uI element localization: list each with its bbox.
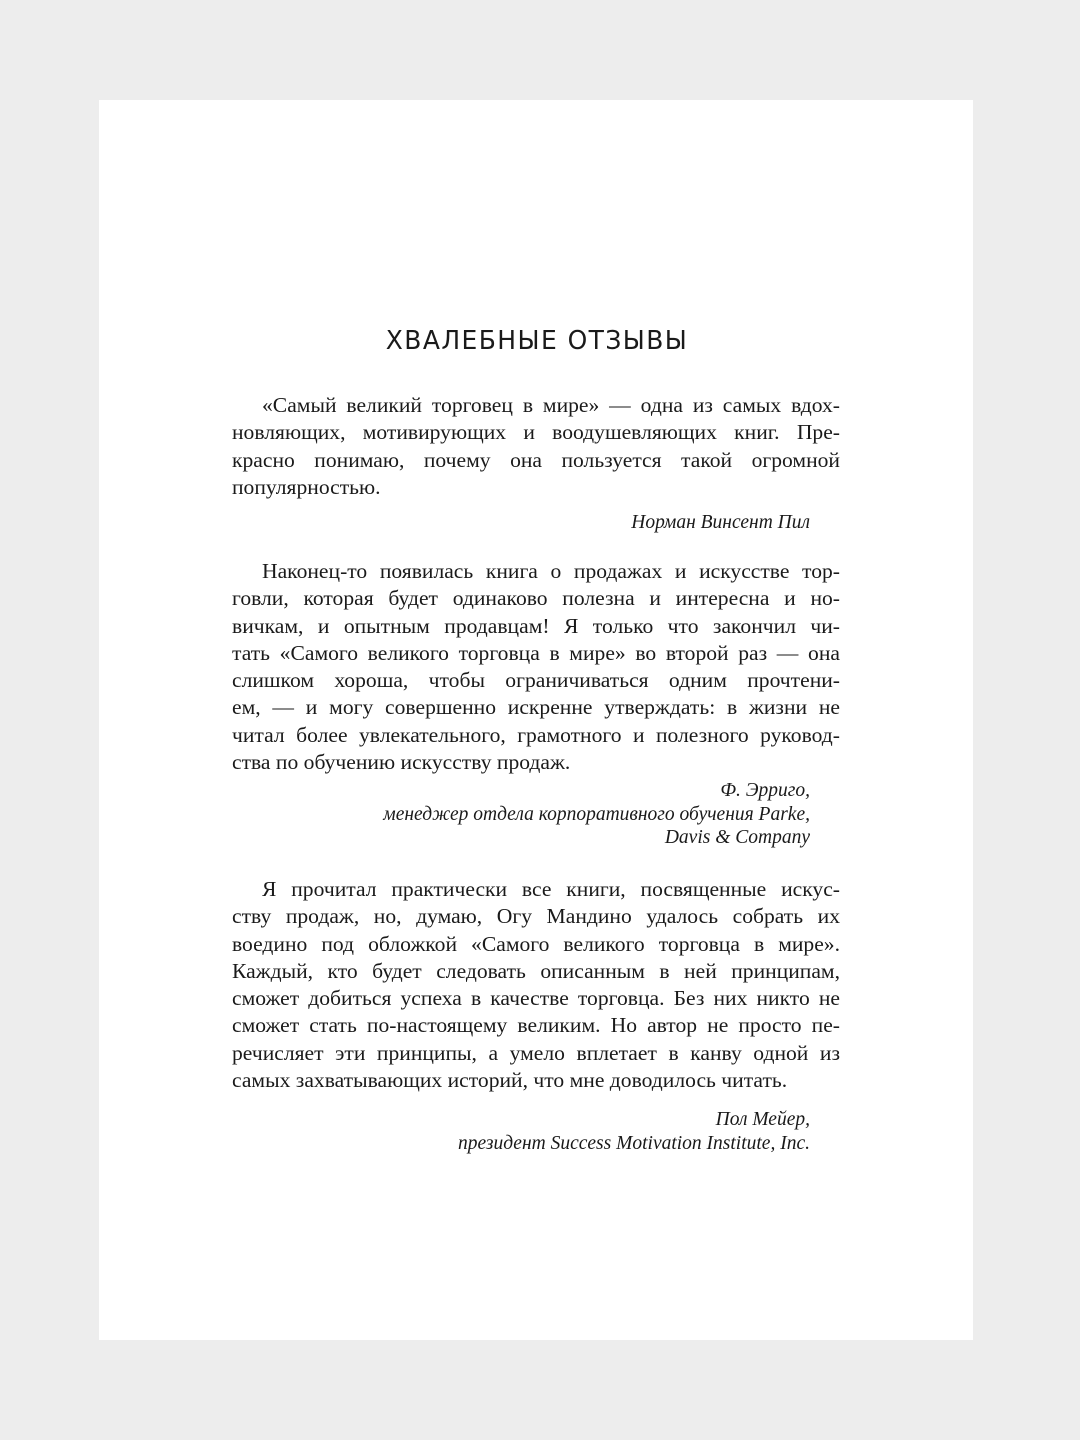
testimonial-attribution: [232, 779, 840, 850]
author-position: менеджер отдела корпоративного обучения Parke,: [383, 803, 810, 825]
author-position: Davis & Company: [664, 827, 810, 849]
testimonial: [232, 876, 840, 1155]
text-line: красно понимаю, почему она пользуется такой огромной: [232, 447, 840, 472]
testimonial-text: [232, 876, 840, 1094]
text-line: Каждый, кто будет следовать описанным в ней принципам,: [232, 958, 840, 983]
author-name: Ф. Эрриго,: [720, 780, 810, 802]
text-line: ства по обучению искусству продаж.: [232, 750, 571, 775]
text-line: сможет добиться успеха в качестве торговца. Без них никто не: [232, 986, 840, 1011]
text-line: популярностью.: [232, 474, 381, 499]
text-line: новляющих, мотивирующих и воодушевляющих книг. Пре-: [232, 420, 840, 445]
testimonial: [232, 392, 840, 535]
text-line: самых захватывающих историй, что мне доводилось читать.: [232, 1068, 788, 1093]
testimonial-attribution: [232, 511, 840, 535]
text-line: Я прочитал практически все книги, посвященные искус-: [262, 877, 840, 901]
text-line: слишком хороша, чтобы ограничиваться одним прочтени-: [232, 668, 840, 693]
author-name: Норман Винсент Пил: [631, 512, 810, 534]
page-title: ХВАЛЕБНЫЕ ОТЗЫВЫ: [385, 326, 689, 356]
text-line: вичкам, и опытным продавцам! Я только что закончил чи-: [232, 613, 840, 638]
text-line: тать «Самого великого торговца в мире» во второй раз — она: [232, 640, 840, 665]
text-line: ству продаж, но, думаю, Огу Мандино удалось собрать их: [232, 904, 840, 929]
text-line: воедино под обложкой «Самого великого торговца в мире».: [232, 931, 840, 956]
text-line: говли, которая будет одинаково полезна и интересна и но-: [232, 586, 840, 611]
testimonial-attribution: [232, 1108, 840, 1155]
text-line: Наконец-то появилась книга о продажах и искусстве тор-: [262, 559, 840, 583]
text-line: сможет стать по-настоящему великим. Но автор не просто пе-: [232, 1013, 840, 1038]
text-line: «Самый великий торговец в мире» — одна из самых вдох-: [262, 393, 840, 417]
testimonial-text: [232, 392, 840, 501]
testimonial: [232, 558, 840, 850]
author-position: президент Success Motivation Institute, Inc.: [457, 1132, 810, 1154]
text-line: речисляет эти принципы, а умело вплетает в канву одной из: [232, 1040, 840, 1065]
text-line: ем, — и могу совершенно искренне утверждать: в жизни не: [232, 695, 840, 720]
author-name: Пол Мейер,: [715, 1109, 810, 1131]
testimonial-text: [232, 558, 840, 776]
text-line: читал более увлекательного, грамотного и полезного руковод-: [232, 722, 840, 747]
